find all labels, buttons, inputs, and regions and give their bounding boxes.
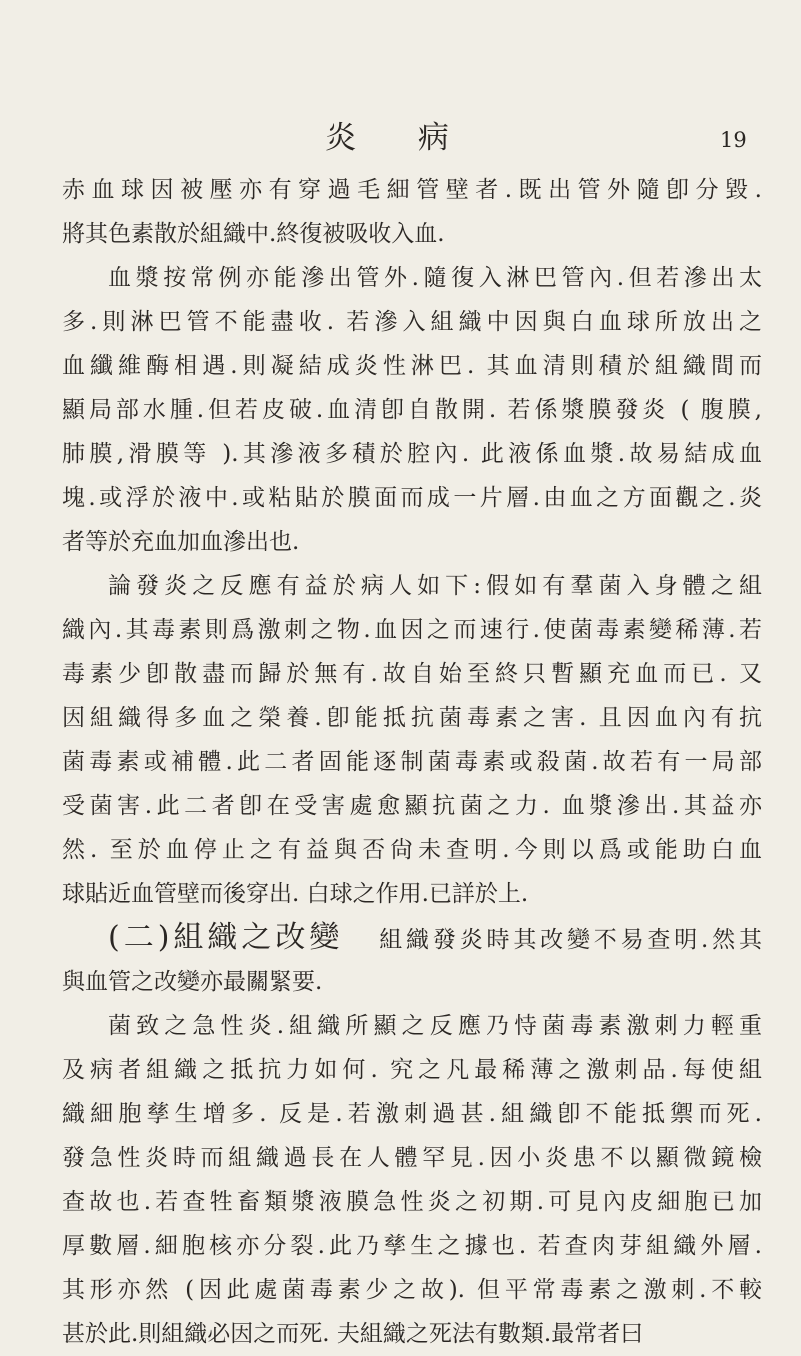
text-line: 織細胞孳生增多. 反是.若激刺過甚.組織卽不能抵禦而死. [62,1101,762,1127]
running-header [0,112,801,156]
text-line: 及病者組織之抵抗力如何. 究之凡最稀薄之激刺品.每使組 [62,1057,762,1083]
text-line-continuation: 組織發炎時其改變不易查明.然其 [375,927,762,953]
text-line: 塊.或浮於液中.或粘貼於膜面而成一片層.由血之方面觀之.炎 [62,485,762,511]
body-text [62,168,762,1356]
text-line: 因組織得多血之榮養.卽能抵抗菌毒素之害. 且因血內有抗 [62,705,762,731]
text-line: 甚於此.則組織必因之而死. 夫組織之死法有數類.最常者曰 [62,1321,644,1347]
text-line: 血漿按常例亦能滲出管外.隨復入淋巴管內.但若滲出太 [108,265,762,291]
text-line: 菌致之急性炎.組織所顯之反應乃恃菌毒素激刺力輕重 [108,1013,762,1039]
text-line: 論發炎之反應有益於病人如下:假如有羣菌入身體之組 [108,573,762,599]
text-line: 將其色素散於組織中.終復被吸收入血. [62,221,445,247]
page-title: 炎 病 [325,120,475,156]
text-line: 毒素少卽散盡而歸於無有.故自始至終只暫顯充血而已. 又 [62,661,762,687]
text-line [62,916,762,960]
text-line: 其形亦然 (因此處菌毒素少之故). 但平常毒素之激刺.不較 [62,1277,762,1303]
text-line: 與血管之改變亦最關緊要. [62,969,323,995]
text-line: 顯局部水腫.但若皮破.血清卽自散開. 若係漿膜發炎 ( 腹膜, [62,397,762,423]
text-line: 受菌害.此二者卽在受害處愈顯抗菌之力. 血漿滲出.其益亦 [62,793,762,819]
text-line: 菌毒素或補體.此二者固能逐制菌毒素或殺菌.故若有一局部 [62,749,762,775]
section-heading: (二)組織之改變 [108,920,344,955]
text-line: 球貼近血管壁而後穿出. 白球之作用.已詳於上. [62,881,529,907]
text-line: 查故也.若查牲畜類漿液膜急性炎之初期.可見內皮細胞已加 [62,1189,762,1215]
text-line: 肺膜,滑膜等 ).其滲液多積於腔內. 此液係血漿.故易結成血 [62,441,762,467]
text-line: 厚數層.細胞核亦分裂.此乃孳生之據也. 若查肉芽組織外層. [62,1233,762,1259]
text-line: 赤血球因被壓亦有穿過毛細管壁者.既出管外隨卽分毀. [62,177,762,203]
text-line: 多.則淋巴管不能盡收. 若滲入組織中因與白血球所放出之 [62,309,762,335]
page-number: 19 [720,128,747,152]
text-line: 然. 至於血停止之有益與否尙未查明.今則以爲或能助白血 [62,837,762,863]
text-line: 織內.其毒素則爲激刺之物.血因之而速行.使菌毒素變稀薄.若 [62,617,762,643]
text-line: 發急性炎時而組織過長在人體罕見.因小炎患不以顯微鏡檢 [62,1145,762,1171]
text-line: 者等於充血加血滲出也. [62,529,300,555]
text-line: 血纖維酶相遇.則凝結成炎性淋巴. 其血清則積於組織間而 [62,353,762,379]
